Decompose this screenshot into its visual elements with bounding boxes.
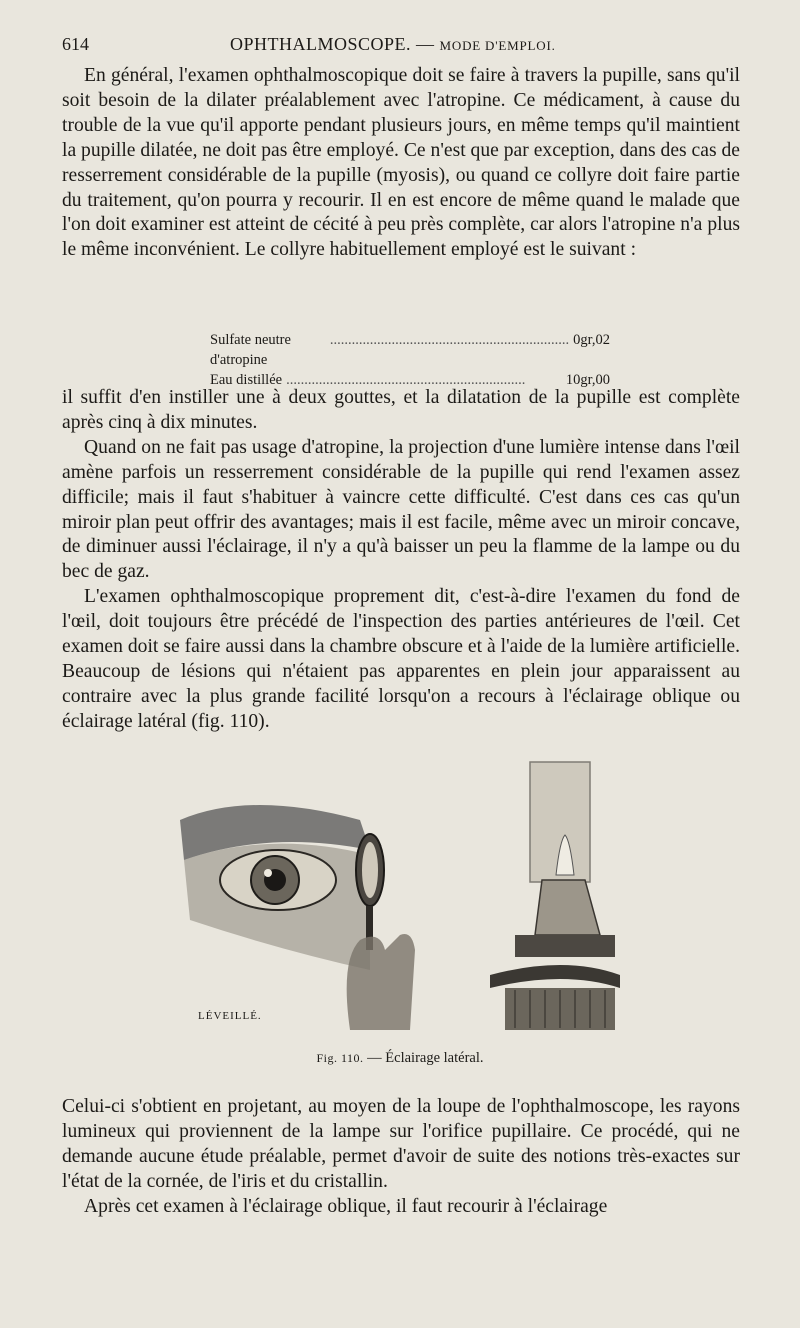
prescription-quantity: 0gr,02 [573, 332, 610, 348]
leader-dots: .................................................................. [329, 332, 570, 348]
text-block-top [62, 64, 740, 263]
prescription-row [210, 330, 610, 370]
running-title-sub: MODE D'EMPLOI. [439, 38, 556, 53]
running-header [62, 34, 742, 58]
prescription-table [210, 330, 610, 390]
text-block-bottom [62, 1095, 740, 1220]
prescription-quantity: 10gr,00 [565, 372, 610, 388]
paragraph: Après cet examen à l'éclairage oblique, il faut recourir à l'éclairage [84, 1195, 608, 1217]
paragraph: Celui-ci s'obtient en projetant, au moyen de la loupe de l'ophthalmoscope, les rayons lumineux qui proviennent de la lampe sur l'orifice pupillaire. Ce procédé, qui ne demande aucune étude préalable, permet d'avoir de suite des notions très-exactes sur l'état de la cornée, de l'iris et du cristallin. [62, 1096, 740, 1192]
paragraph: il suffit d'en instiller une à deux gouttes, et la dilatation de la pupille est complète après cinq à dix minutes. [62, 387, 740, 433]
caption-separator: — [367, 1050, 382, 1066]
engraver-signature: LÉVEILLÉ. [198, 1010, 262, 1022]
leader-dots: .................................................................. [286, 372, 526, 388]
running-title-separator: — [416, 34, 435, 54]
prescription-ingredient: Eau distillée [210, 372, 283, 388]
lamp-chimney-illustration [490, 762, 620, 1030]
figure-number: Fig. 110. [316, 1051, 364, 1065]
figure-illustration [170, 760, 630, 1030]
hand-illustration [347, 934, 415, 1030]
running-title [230, 34, 556, 55]
caption-text: Éclairage latéral. [385, 1050, 484, 1066]
figure-caption [0, 1050, 800, 1067]
paragraph: L'examen ophthalmoscopique proprement dit, c'est-à-dire l'examen du fond de l'œil, doit toujours être précédé de l'inspection des parties antérieures de l'œil. Cet examen doit se faire aussi dans la chambre obscure et à l'aide de la lumière artificielle. Beaucoup de lésions qui n'étaient pas apparentes en plein jour apparaissent au contraire avec la plus grande facilité lorsqu'on a recours à l'éclairage oblique ou éclairage latéral (fig. 110). [62, 586, 740, 732]
eye-illustration [180, 805, 370, 970]
prescription-ingredient: Sulfate neutre d'atropine [210, 332, 291, 368]
running-title-main: OPHTHALMOSCOPE. [230, 34, 412, 54]
text-block-middle [62, 386, 740, 735]
paragraph: En général, l'examen ophthalmoscopique doit se faire à travers la pupille, sans qu'il soit besoin de la dilater préalablement avec l'atropine. Ce médicament, à cause du trouble de la vue qu'il apporte pendant plusieurs jours, en même temps qu'il maintient la pupille dilatée, ne doit pas être employé. Ce n'est que par exception, dans des cas de resserrement considérable de la pupille (myosis), ou quand ce collyre doit faire partie du traitement, qu'on pourra y recourir. Il en est encore de même quand le malade que l'on doit examiner est atteint de cécité à peu près complète, car alors l'atropine n'a plus le même inconvénient. Le collyre habituellement employé est le suivant : [62, 65, 740, 261]
page-number: 614 [62, 34, 89, 54]
paragraph: Quand on ne fait pas usage d'atropine, la projection d'une lumière intense dans l'œil amène parfois un resserrement considérable de la pupille qui rend l'examen assez difficile; mais il faut s'habituer à vaincre cette difficulté. C'est dans ces cas qu'un miroir plan peut offrir des avantages; mais il est facile, même avec un miroir concave, de diminuer aussi l'éclairage, il n'y a qu'à baisser un peu la flamme de la lampe ou du bec de gaz. [62, 436, 740, 583]
